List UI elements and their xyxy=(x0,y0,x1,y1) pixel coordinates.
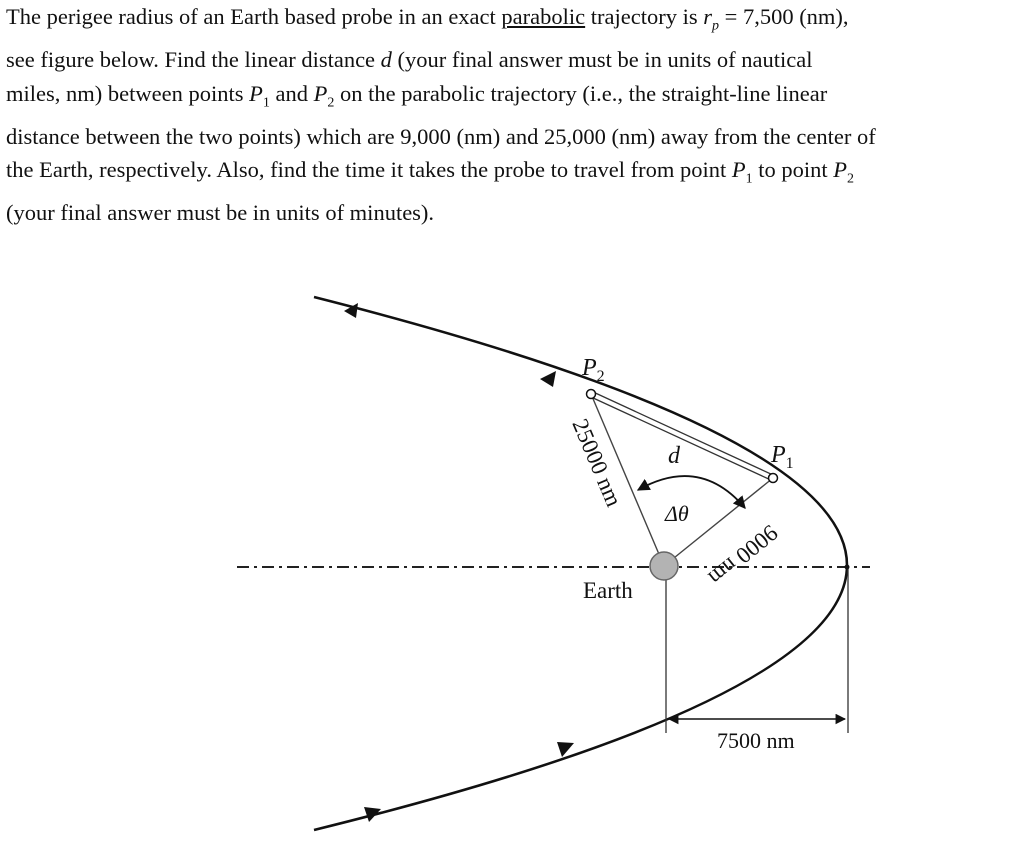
label-p1-sub: 1 xyxy=(785,455,794,472)
label-p2 xyxy=(581,355,605,385)
label-earth: Earth xyxy=(583,578,633,603)
p1-symbol: P xyxy=(731,157,746,183)
rp-symbol: r xyxy=(703,4,712,29)
p1-subscript: 1 xyxy=(262,95,270,111)
text-segment: and xyxy=(269,80,314,106)
label-r2: 25000 nm xyxy=(567,415,627,511)
p2-subscript: 2 xyxy=(847,171,854,187)
label-d: d xyxy=(668,443,680,469)
earth-symbol xyxy=(650,552,678,580)
point-p1-marker xyxy=(769,474,778,483)
p2-symbol: P xyxy=(313,80,328,106)
label-p2-sub: 2 xyxy=(596,368,605,385)
problem-line-6: (your final answer must be in units of minutes). xyxy=(6,200,435,226)
underlined-parabolic: parabolic xyxy=(501,4,586,29)
point-p2-marker xyxy=(587,390,596,399)
problem-line-4: distance between the two points) which are 9,000 (nm) and 25,000 (nm) away from the center of xyxy=(6,123,876,149)
perigee-marker xyxy=(845,565,850,570)
delta-theta-arc xyxy=(638,476,745,508)
p1-symbol: P xyxy=(249,80,263,106)
rp-subscript: p xyxy=(712,18,719,34)
p2-subscript: 2 xyxy=(327,95,335,111)
p1-subscript: 1 xyxy=(745,171,753,187)
text-segment: see figure below. Find the linear distance xyxy=(6,47,381,73)
p2-symbol: P xyxy=(833,157,847,183)
label-rp: 7500 nm xyxy=(717,728,795,753)
text-segment: to point xyxy=(752,157,834,183)
text-segment: (your final answer must be in units of nautical xyxy=(391,47,813,73)
text-segment: the Earth, respectively. Also, find the time it takes the probe to travel from point xyxy=(6,157,732,183)
label-p2-main: P xyxy=(582,355,597,381)
text-segment: trajectory is xyxy=(585,4,704,29)
d-symbol: d xyxy=(380,47,392,73)
label-r1: 9000 nm xyxy=(703,520,783,591)
text-segment: on the parabolic trajectory (i.e., the straight-line linear xyxy=(334,80,828,106)
text-segment: miles, nm) between points xyxy=(6,80,250,106)
text-segment: = 7,500 (nm), xyxy=(719,4,849,29)
label-delta-theta: Δθ xyxy=(665,501,689,526)
label-p1-main: P xyxy=(771,442,786,468)
text-segment: The perigee radius of an Earth based probe in an exact xyxy=(6,4,502,29)
chord-line-d xyxy=(591,391,773,475)
trajectory-arrow-upper-mid xyxy=(540,371,556,387)
chord-line-d-inner xyxy=(591,397,773,481)
label-p1 xyxy=(770,442,794,472)
